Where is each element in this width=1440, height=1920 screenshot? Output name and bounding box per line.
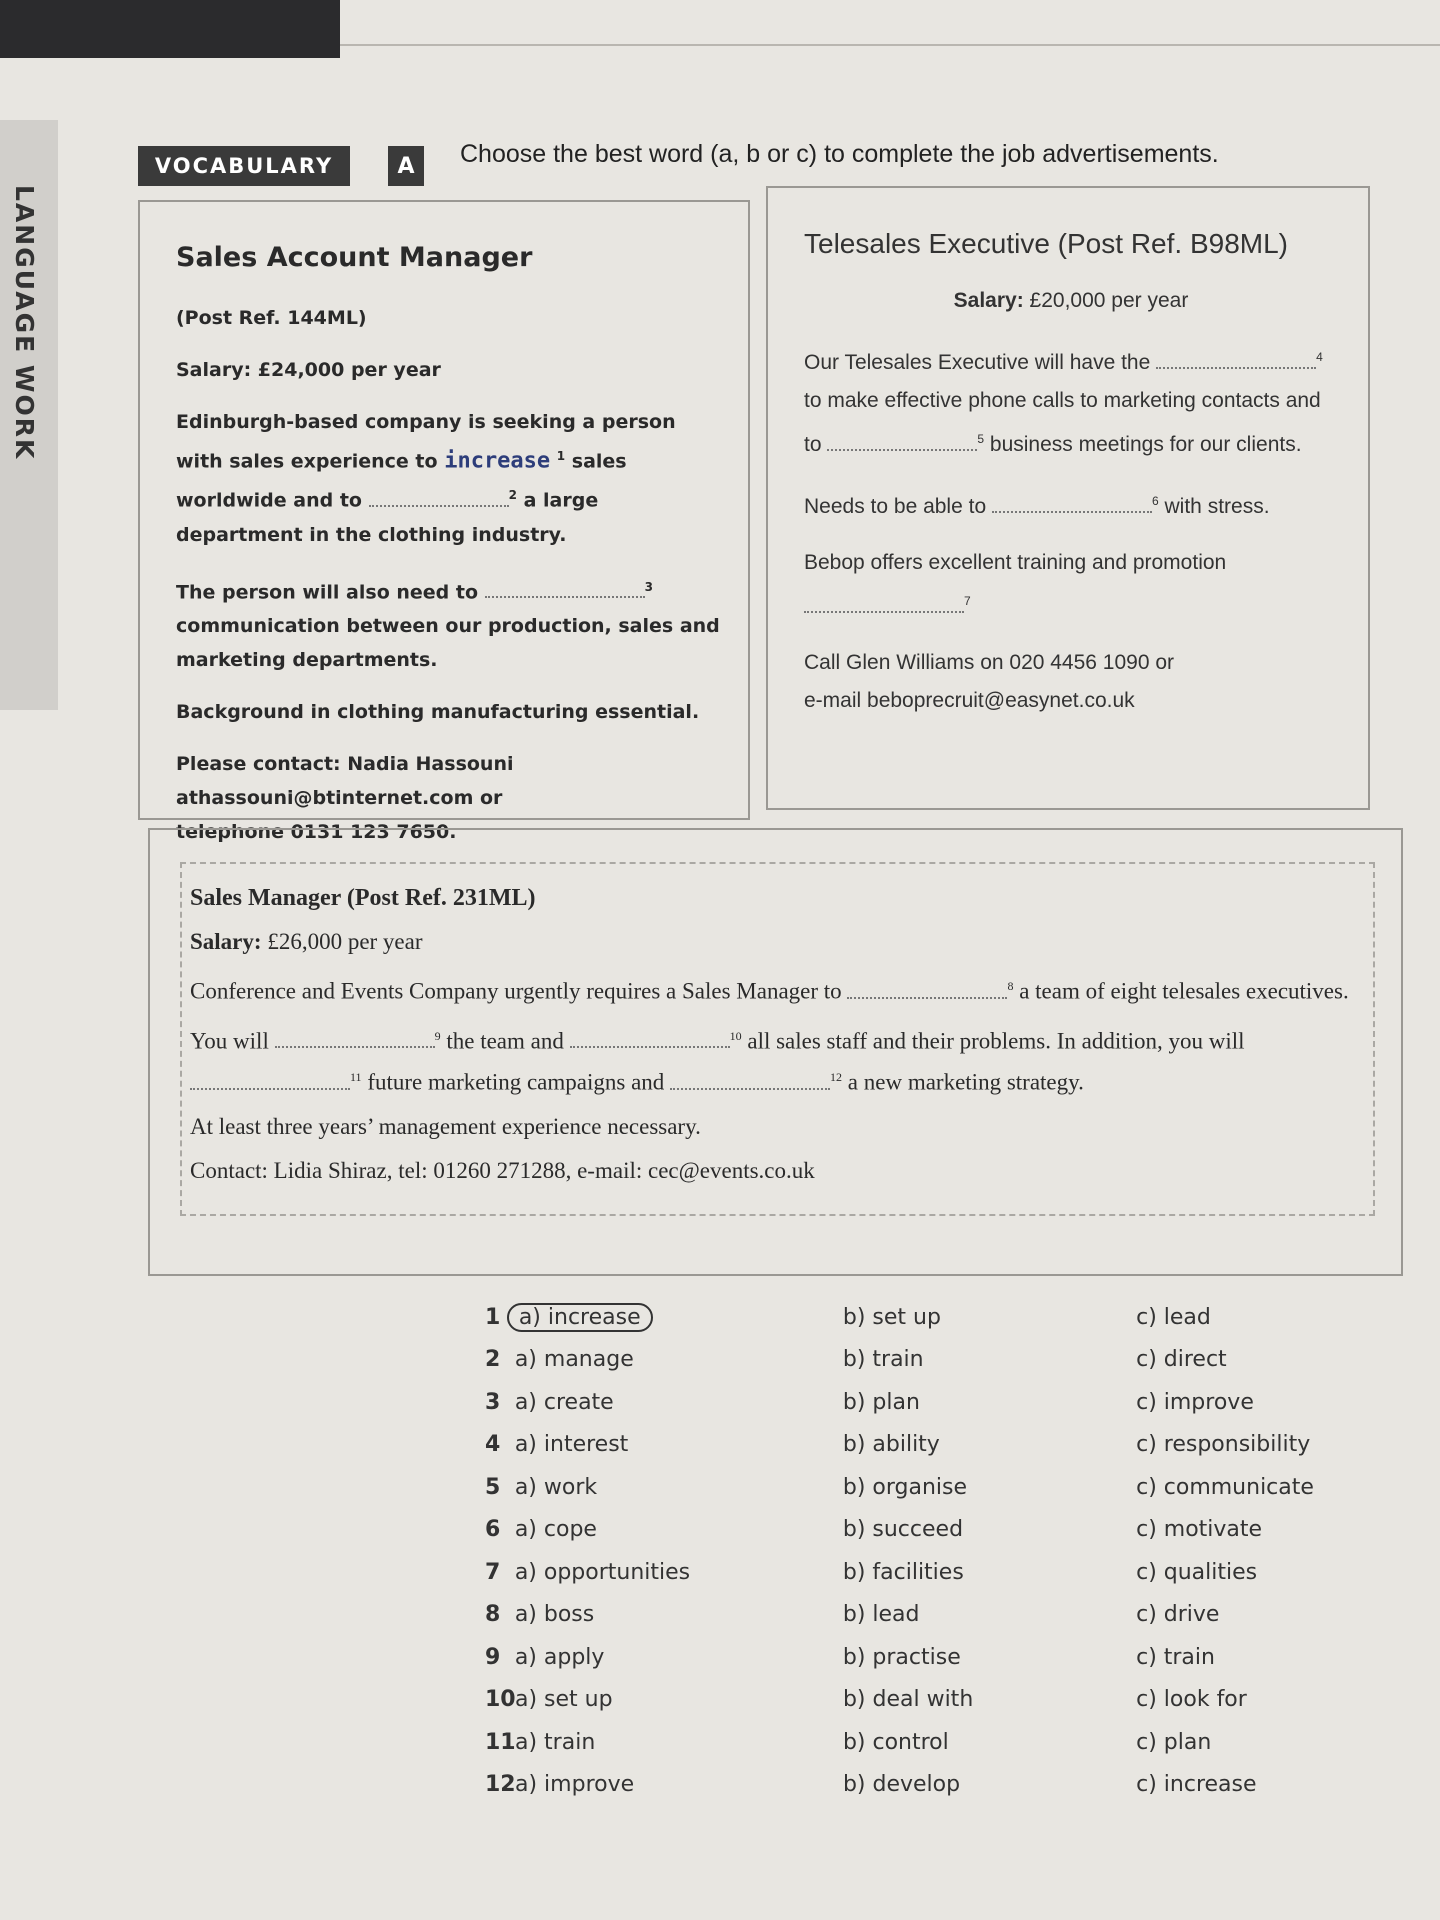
gap-8-blank[interactable] [847,997,1007,999]
ad2-text4: Needs to be able to [804,495,987,518]
top-rule [340,44,1440,46]
option-b[interactable]: b) practise [842,1644,961,1670]
gap-6-number: 6 [1151,494,1159,508]
gap-3-number: 3 [644,579,653,594]
ad3-salary [190,924,1367,960]
gap-7-blank[interactable] [804,611,964,613]
option-row-10 [485,1679,1315,1722]
option-c[interactable]: c) drive [1136,1602,1220,1628]
ad3-title: Sales Manager (Post Ref. 231ML) [190,885,536,911]
option-number: 10 [485,1687,516,1713]
option-number: 1 [485,1304,501,1330]
option-number: 9 [485,1644,501,1670]
ad3-text8: At least three years’ management experience necessary. [190,1113,701,1139]
option-c[interactable]: c) increase [1136,1772,1257,1798]
option-c[interactable]: c) improve [1136,1389,1254,1415]
gap-4-number: 4 [1316,350,1323,364]
ad1-contact2: athassouni@btinternet.com or [176,786,503,809]
option-c[interactable]: c) plan [1136,1729,1212,1755]
option-a[interactable]: a) manage [514,1347,634,1373]
gap-12-number: 12 [830,1070,843,1085]
ad2-text5: with stress. [1164,495,1270,518]
option-a[interactable]: a) create [514,1389,614,1415]
ad1-text2: sales worldwide and to [176,450,627,512]
option-a[interactable] [515,1305,843,1330]
ad2-contact [804,644,1338,720]
option-a[interactable]: a) boss [514,1602,595,1628]
option-b[interactable]: b) train [842,1347,924,1373]
ad2-salary-value: £20,000 per year [1029,289,1189,312]
option-row-1 [485,1296,1315,1339]
vocabulary-badge: VOCABULARY [138,146,350,186]
option-c[interactable]: c) responsibility [1136,1432,1311,1458]
gap-5-blank[interactable] [827,449,977,451]
ad1-paragraph1 [176,405,724,552]
option-c[interactable]: c) motivate [1136,1517,1263,1543]
ad3-text4: the team and [446,1028,564,1054]
option-number: 5 [485,1474,501,1500]
ad2-text3: business meetings for our clients. [989,433,1302,456]
option-c[interactable]: c) direct [1136,1347,1227,1373]
ad2-text2: to make effective phone calls to marketing contacts and to [804,389,1321,456]
option-b[interactable]: b) organise [842,1474,968,1500]
option-number: 4 [485,1432,501,1458]
ad1-salary: Salary: £24,000 per year [176,359,441,381]
option-number: 6 [485,1517,501,1543]
ad2-contact2: e-mail beboprecruit@easynet.co.uk [804,689,1135,712]
gap-11-number: 11 [350,1070,362,1085]
ad1-contact3: telephone 0131 123 7650. [176,820,457,843]
ad2-title: Telesales Executive (Post Ref. B98ML) [804,228,1288,259]
ad3-contact: Contact: Lidia Shiraz, tel: 01260 271288, e-mail: cec@events.co.uk [190,1157,815,1183]
ad3-text1: Conference and Events Company urgently requires a Sales Manager to [190,978,842,1004]
option-b[interactable]: b) ability [842,1432,940,1458]
option-c[interactable]: c) communicate [1136,1474,1314,1500]
ad1-text5: communication between our production, sales and marketing departments. [176,614,720,671]
gap-6-blank[interactable] [992,511,1152,513]
ad3-text2: a team of eight telesales executives. [1019,978,1349,1004]
ad1-title: Sales Account Manager [176,242,533,273]
gap-10-number: 10 [729,1028,742,1043]
ad1-text4: The person will also need to [176,580,479,603]
option-row-5 [485,1466,1315,1509]
ad3-text3: You will [190,1028,269,1054]
option-number: 11 [485,1729,516,1755]
gap-12-blank[interactable] [670,1088,830,1090]
gap-9-number: 9 [434,1028,441,1043]
option-number: 12 [485,1772,516,1798]
gap-2-blank[interactable] [369,505,509,507]
option-b[interactable]: b) plan [842,1389,920,1415]
option-number: 7 [485,1559,501,1585]
ad-sales-account-manager [138,200,750,843]
option-a[interactable]: a) improve [515,1772,635,1798]
ad3-salary-label: Salary: [190,929,262,954]
ad1-ref: (Post Ref. 144ML) [176,307,367,329]
ad2-paragraph2 [804,482,1338,526]
ad2-paragraph1 [804,338,1338,464]
option-row-9 [485,1636,1315,1679]
option-c[interactable]: c) lead [1136,1304,1211,1330]
option-row-12 [485,1764,1315,1807]
gap-3-blank[interactable] [485,596,645,598]
answer-options [485,1296,1315,1806]
option-a[interactable]: a) work [514,1474,598,1500]
option-row-7 [485,1551,1315,1594]
gap-8-number: 8 [1007,979,1014,993]
circled-answer: a) increase [507,1303,653,1332]
ad1-text3: a large department in the clothing industry. [176,489,599,546]
ad2-text6: Bebop offers excellent training and promotion [804,551,1227,574]
option-c[interactable]: c) look for [1136,1687,1247,1713]
option-a[interactable]: a) train [515,1729,596,1755]
ad2-contact1: Call Glen Williams on 020 4456 1090 or [804,651,1175,674]
ad3-text7: a new marketing strategy. [847,1069,1084,1095]
gap-10-blank[interactable] [570,1046,730,1048]
gap-1-number: 1 [556,449,566,463]
option-number: 3 [485,1389,501,1415]
option-c[interactable]: c) train [1136,1644,1215,1670]
ad2-salary-label: Salary: [953,289,1024,312]
option-b[interactable]: b) control [842,1729,949,1755]
option-row-3 [485,1381,1315,1424]
ad1-text1: Edinburgh-based company is seeking a person with sales experience to [176,411,676,473]
ad3-paragraph2 [190,1018,1367,1101]
option-a[interactable]: a) apply [514,1644,605,1670]
gap-9-blank[interactable] [275,1046,435,1048]
option-b[interactable]: b) lead [842,1602,920,1628]
ad3-paragraph1 [190,968,1367,1010]
ad2-salary [804,282,1338,320]
gap-11-blank[interactable] [190,1088,350,1090]
option-b[interactable]: b) facilities [842,1559,964,1585]
option-b[interactable]: b) set up [842,1304,941,1330]
ad1-text6: Background in clothing manufacturing essential. [176,700,700,723]
ad-sales-manager [148,828,1403,1276]
option-row-2 [485,1339,1315,1382]
gap-2-number: 2 [508,488,517,503]
option-number: 8 [485,1602,501,1628]
option-a[interactable]: a) interest [514,1432,629,1458]
option-b[interactable]: b) deal with [842,1687,974,1713]
option-b[interactable]: b) develop [842,1772,961,1798]
ad3-text5: all sales staff and their problems. In addition, you will [747,1028,1245,1054]
option-row-6 [485,1509,1315,1552]
ad1-paragraph2 [176,570,724,677]
option-a[interactable]: a) cope [514,1517,597,1543]
option-row-11 [485,1721,1315,1764]
gap-5-number: 5 [977,432,985,446]
option-row-4 [485,1424,1315,1467]
ad3-text6: future marketing campaigns and [367,1069,665,1095]
side-label: LANGUAGE WORK [10,185,39,461]
section-letter: A [388,146,424,186]
ad2-text1: Our Telesales Executive will have the [804,351,1151,374]
gap-7-number: 7 [964,594,971,608]
option-a[interactable]: a) opportunities [514,1559,691,1585]
ad-telesales-executive [766,186,1370,810]
option-a[interactable]: a) set up [515,1687,613,1713]
ad1-contact1: Please contact: Nadia Hassouni [176,752,514,775]
option-c[interactable]: c) qualities [1136,1559,1258,1585]
ad1-answer1: increase [444,448,551,474]
corner-bar [0,0,340,58]
gap-4-blank[interactable] [1156,367,1316,369]
option-row-8 [485,1594,1315,1637]
ad2-paragraph3 [804,544,1338,626]
instruction: Choose the best word (a, b or c) to complete the job advertisements. [460,140,1219,168]
option-b[interactable]: b) succeed [842,1517,964,1543]
option-number: 2 [485,1347,501,1373]
ad3-salary-value: £26,000 per year [267,929,423,954]
